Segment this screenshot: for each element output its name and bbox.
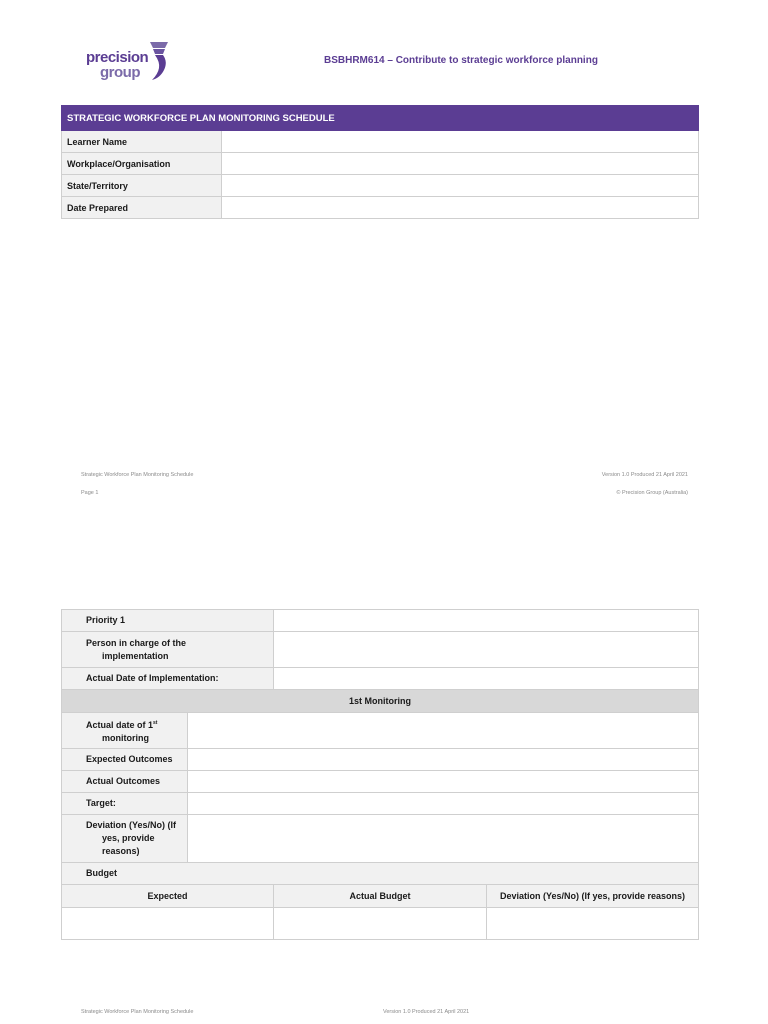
footer-doc-name: Strategic Workforce Plan Monitoring Schedule [81,472,194,478]
budget-deviation-header: Deviation (Yes/No) (If yes, provide reasons) [487,885,699,908]
document-title: BSBHRM614 – Contribute to strategic workforce planning [324,55,598,66]
precision-group-logo [86,40,176,86]
logo-text-precision: precision [86,49,149,66]
actual-outcomes-label: Actual Outcomes [62,771,188,793]
footer2-doc-name: Strategic Workforce Plan Monitoring Schedule [81,1009,194,1015]
workplace-label: Workplace/Organisation [62,153,222,175]
budget-actual-field[interactable] [274,908,487,940]
logo-swirl-icon [148,40,170,84]
expected-outcomes-field[interactable] [188,749,699,771]
actual-outcomes-field[interactable] [188,771,699,793]
actual-date-first-monitoring-label: Actual date of 1st monitoring [62,713,188,749]
target-field[interactable] [188,793,699,815]
learner-name-field[interactable] [222,131,699,153]
priority-monitoring-table [61,609,699,940]
footer-page-number: Page 1 [81,490,99,496]
state-territory-label: State/Territory [62,175,222,197]
workplace-field[interactable] [222,153,699,175]
budget-expected-field[interactable] [62,908,274,940]
deviation-field[interactable] [188,815,699,863]
actual-date-first-monitoring-field[interactable] [188,713,699,749]
budget-label: Budget [62,863,699,885]
deviation-label: Deviation (Yes/No) (If yes, provide reasons) [62,815,188,863]
person-in-charge-field[interactable] [274,632,699,668]
actual-date-implementation-field[interactable] [274,668,699,690]
expected-outcomes-label: Expected Outcomes [62,749,188,771]
table-heading: STRATEGIC WORKFORCE PLAN MONITORING SCHEDULE [62,106,699,131]
date-prepared-field[interactable] [222,197,699,219]
logo-text-group: group [100,64,140,81]
date-prepared-label: Date Prepared [62,197,222,219]
footer2-version: Version 1.0 Produced 21 April 2021 [383,1009,470,1015]
budget-expected-header: Expected [62,885,274,908]
footer-copyright: © Precision Group (Australia) [616,490,688,496]
budget-actual-header: Actual Budget [274,885,487,908]
target-label: Target: [62,793,188,815]
person-in-charge-label: Person in charge of the implementation [62,632,274,668]
state-territory-field[interactable] [222,175,699,197]
budget-deviation-field[interactable] [487,908,699,940]
priority-field[interactable] [274,610,699,632]
learner-name-label: Learner Name [62,131,222,153]
monitoring-schedule-header-table [61,105,699,219]
footer-version: Version 1.0 Produced 21 April 2021 [601,472,688,478]
first-monitoring-section: 1st Monitoring [62,690,699,713]
priority-label: Priority 1 [62,610,274,632]
actual-date-implementation-label: Actual Date of Implementation: [62,668,274,690]
